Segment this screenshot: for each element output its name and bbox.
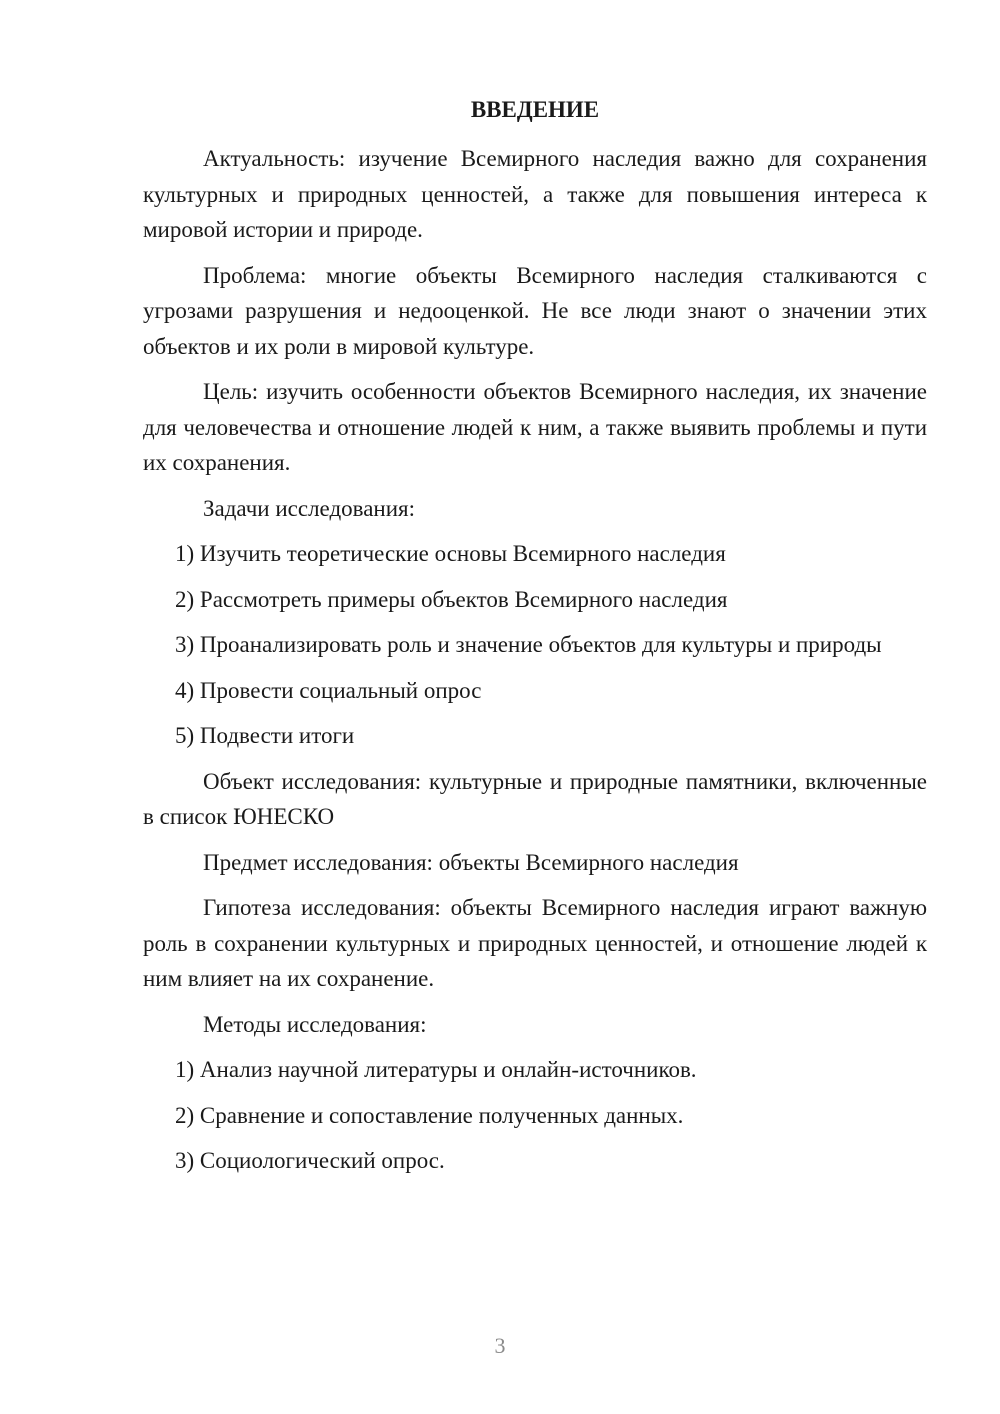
method-item: 1) Анализ научной литературы и онлайн-источников. (175, 1057, 697, 1082)
task-item: 4) Провести социальный опрос (175, 677, 482, 703)
task-item: 1) Изучить теоретические основы Всемирного наследия (175, 541, 726, 566)
method-item: 3) Социологический опрос. (175, 1148, 445, 1173)
object-paragraph: Объект исследования: культурные и природные памятники, включенные в список ЮНЕСКО (143, 768, 927, 829)
relevance-paragraph: Актуальность: изучение Всемирного наследия важно для сохранения культурных и природных ценностей, а также для повышения интереса к мировой истории и природе. (143, 146, 927, 242)
tasks-heading: Задачи исследования: (203, 495, 416, 521)
hypothesis-paragraph: Гипотеза исследования: объекты Всемирного наследия играют важную роль в сохранении культурных и природных ценностей, и отношение людей к ним влияет на их сохранение. (143, 895, 927, 991)
task-item: 2) Рассмотреть примеры объектов Всемирного наследия (175, 586, 728, 612)
method-item: 2) Сравнение и сопоставление полученных данных. (175, 1102, 684, 1128)
document-page (143, 94, 927, 1189)
methods-heading: Методы исследования: (203, 1011, 427, 1037)
subject-paragraph: Предмет исследования: объекты Всемирного наследия (203, 849, 739, 875)
task-item: 5) Подвести итоги (175, 723, 355, 748)
section-title: ВВЕДЕНИЕ (470, 97, 600, 122)
problem-paragraph: Проблема: многие объекты Всемирного наследия сталкиваются с угрозами разрушения и недооценкой. Не все люди знают о значении этих объектов и их роли в мировой культуре. (143, 262, 927, 359)
goal-paragraph: Цель: изучить особенности объектов Всемирного наследия, их значение для человечества и отношение людей к ним, а также выявить проблемы и пути их сохранения. (143, 379, 927, 475)
task-item: 3) Проанализировать роль и значение объектов для культуры и природы (175, 632, 882, 657)
page-number: 3 (494, 1333, 506, 1358)
